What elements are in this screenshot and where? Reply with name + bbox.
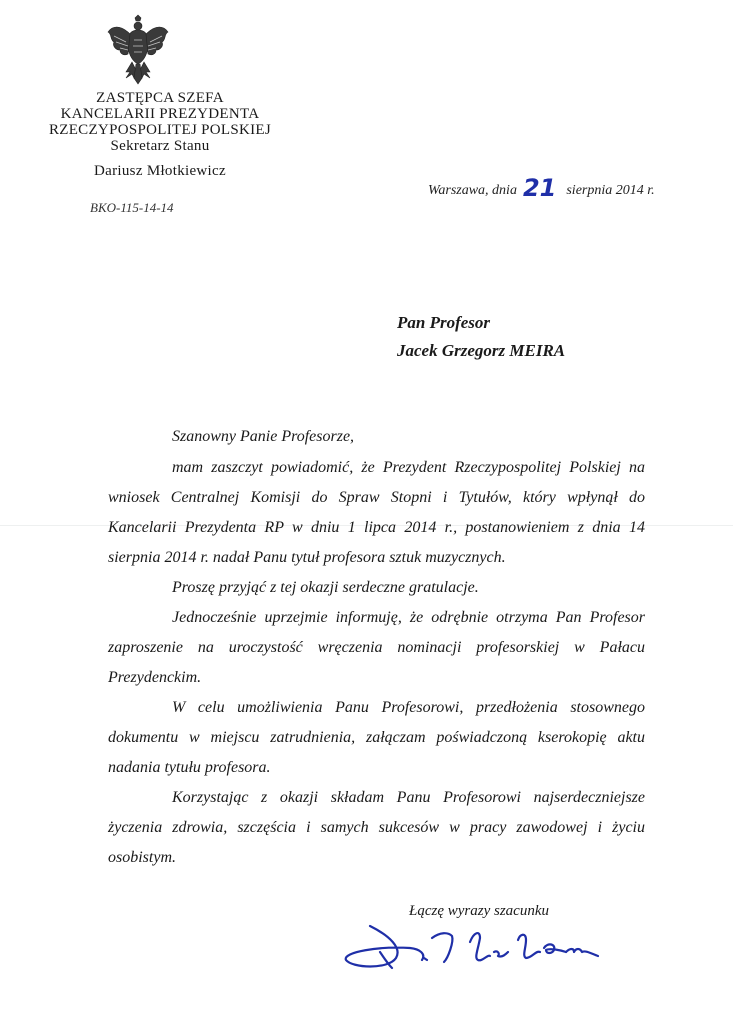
paragraph-invitation: Jednocześnie uprzejmie informuję, że odrębnie otrzyma Pan Profesor zaproszenie na uroczystość wręczenia nominacji profesorskiej w Pałacu Prezydenckim.: [108, 609, 645, 686]
date-prefix: Warszawa, dnia: [428, 183, 517, 198]
letterhead-title-line-2: KANCELARII PREZYDENTA: [60, 106, 260, 122]
handwritten-signature-icon: [340, 918, 640, 980]
paragraph-congratulations: Proszę przyjąć z tej okazji serdeczne gratulacje.: [172, 579, 479, 596]
letter-body: [108, 453, 645, 873]
paragraph-notification: mam zaszczyt powiadomić, że Prezydent Rzeczypospolitej Polskiej na wniosek Centralnej Komisji do Spraw Stopni i Tytułów, który wpłynął do Kancelarii Prezydenta RP w dniu 1 lipca 2014 r., postanowieniem z dnia 14 sierpnia 2014 r. nadał Panu tytuł profesora sztuk muzycznych.: [108, 459, 645, 566]
paragraph-wishes: Korzystając z okazji składam Panu Profesorowi najserdeczniejsze życzenia zdrowia, szczęścia i samych sukcesów w pracy zawodowej i życiu osobistym.: [108, 789, 645, 866]
paragraph-attachment: W celu umożliwienia Panu Profesorowi, przedłożenia stosownego dokumentu w miejscu zatrudnienia, załączam poświadczoną kserokopię aktu nadania tytułu profesora.: [108, 699, 645, 776]
recipient-title: Pan Profesor: [397, 313, 491, 332]
date-day-handwritten: 21: [522, 174, 557, 202]
salutation: Szanowny Panie Profesorze,: [172, 428, 355, 445]
letterhead-position: Sekretarz Stanu: [110, 138, 210, 154]
letterhead-signatory-name: Dariusz Młotkiewicz: [94, 163, 226, 179]
date-line: [428, 172, 655, 200]
recipient-name: Jacek Grzegorz MEIRA: [397, 341, 566, 360]
reference-number: BKO-115-14-14: [90, 200, 174, 215]
letterhead-title-line-3: RZECZYPOSPOLITEJ POLSKIEJ: [48, 122, 272, 138]
closing-phrase: Łączę wyrazy szacunku: [409, 903, 549, 919]
polish-eagle-emblem-icon: [106, 14, 170, 86]
letterhead-title-line-1: ZASTĘPCA SZEFA: [96, 90, 224, 106]
date-suffix: sierpnia 2014 r.: [566, 183, 655, 198]
